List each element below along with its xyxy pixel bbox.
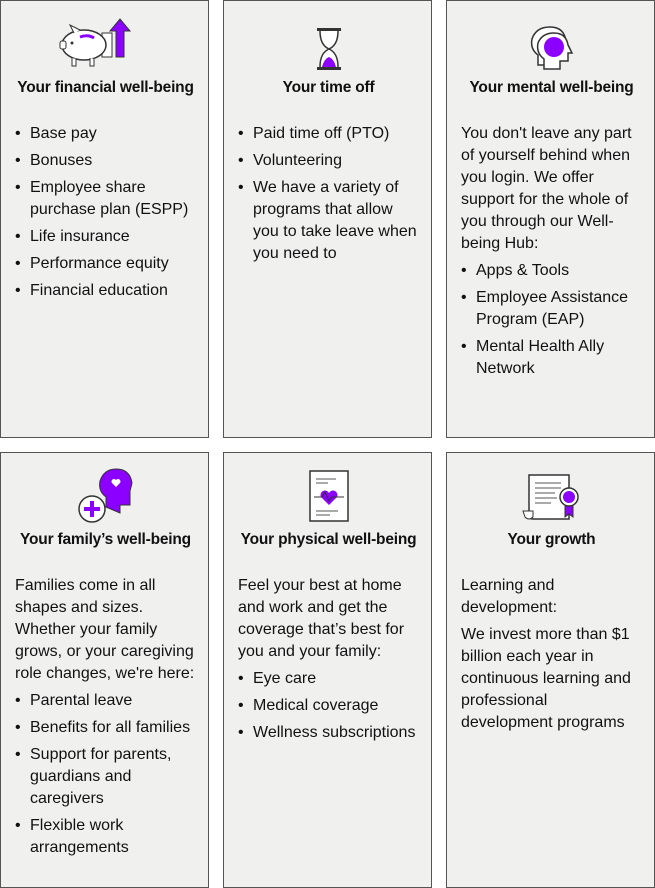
card-title: Your financial well-being — [17, 79, 194, 96]
card-title: Your physical well-being — [240, 531, 417, 548]
benefit-card — [0, 0, 209, 438]
card-intro: Feel your best at home and work and get the coverage that’s best for you and your family: — [238, 577, 405, 660]
benefit-list — [461, 260, 642, 380]
benefit-list — [15, 690, 196, 859]
list-item: • Eye care — [238, 668, 419, 690]
list-item: • Financial education — [15, 280, 196, 302]
card-title: Your family’s well-being — [20, 531, 191, 548]
list-item: • Bonuses — [15, 150, 196, 172]
list-item: • Medical coverage — [238, 695, 419, 717]
benefit-card — [0, 452, 209, 888]
benefit-card — [223, 452, 432, 888]
list-item: • Apps & Tools — [461, 260, 642, 282]
list-item: • Employee Assistance Program (EAP) — [461, 287, 642, 331]
certificate-icon — [461, 453, 642, 523]
benefit-card — [223, 0, 432, 438]
card-intro: We invest more than $1 billion each year in continuous learning and professional development programs — [461, 626, 631, 731]
list-item: • Employee share purchase plan (ESPP) — [15, 177, 196, 221]
list-item: • Support for parents, guardians and caregivers — [15, 744, 196, 810]
list-item: • Flexible work arrangements — [15, 815, 196, 859]
list-item: • Performance equity — [15, 253, 196, 275]
mind-head-icon — [461, 1, 642, 71]
benefit-card — [446, 452, 655, 888]
card-title: Your growth — [507, 531, 596, 548]
list-item: • Wellness subscriptions — [238, 722, 419, 744]
list-item: • Mental Health Ally Network — [461, 336, 642, 380]
hourglass-icon — [238, 1, 419, 71]
benefit-list — [238, 123, 419, 265]
card-title: Your time off — [282, 79, 375, 96]
family-care-icon — [15, 453, 196, 523]
benefit-list — [15, 123, 196, 302]
benefit-list — [238, 668, 419, 744]
list-item: • Benefits for all families — [15, 717, 196, 739]
card-intro: Families come in all shapes and sizes. Whether your family grows, or your caregiving role changes, we're here: — [15, 577, 195, 682]
benefit-card — [446, 0, 655, 438]
list-item: • Parental leave — [15, 690, 196, 712]
list-item: • Life insurance — [15, 226, 196, 248]
list-item: • We have a variety of programs that allow you to take leave when you need to — [238, 177, 419, 265]
card-title: Your mental well-being — [469, 79, 634, 96]
card-intro: You don't leave any part of yourself behind when you login. We offer support for the whole of you through our Well-being Hub: — [461, 125, 632, 252]
list-item: • Base pay — [15, 123, 196, 145]
health-report-icon — [238, 453, 419, 523]
card-intro: Learning and development: — [461, 577, 558, 616]
list-item: • Paid time off (PTO) — [238, 123, 419, 145]
list-item: • Volunteering — [238, 150, 419, 172]
piggy-bank-icon — [15, 1, 196, 71]
